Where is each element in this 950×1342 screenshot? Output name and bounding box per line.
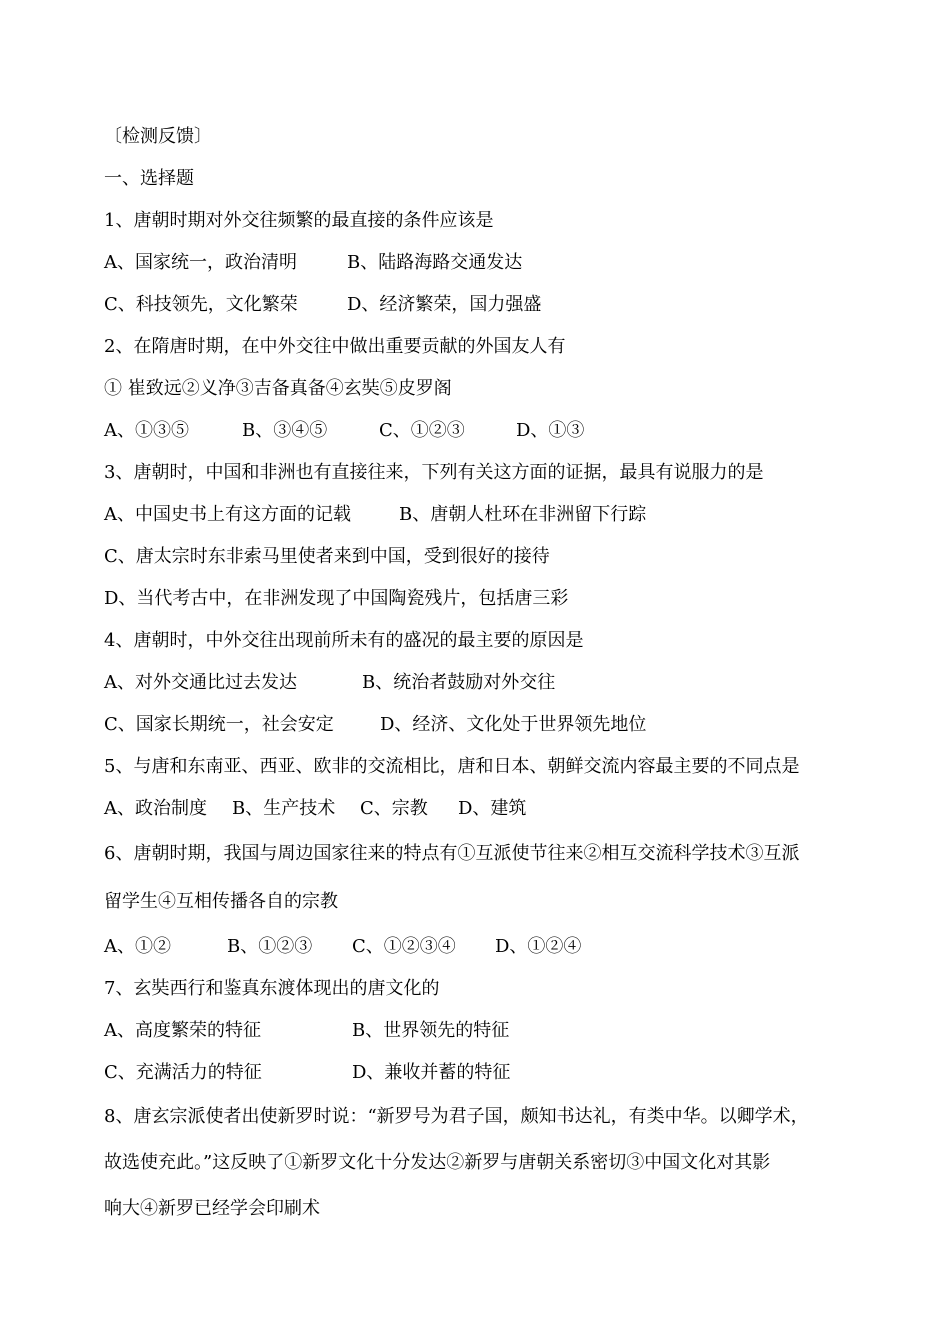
option-d: D、①③ xyxy=(516,420,585,441)
question-5-options-row-1 xyxy=(104,788,884,830)
question-6-stem-line-1: 6、唐朝时期，我国与周边国家往来的特点有①互派使节往来②相互交流科学技术③互派 xyxy=(104,843,800,864)
option-c: C、科技领先，文化繁荣 xyxy=(104,294,298,315)
question-6-options-row-1 xyxy=(104,926,884,968)
option-b: B、世界领先的特征 xyxy=(352,1020,510,1041)
option-b: B、陆路海路交通发达 xyxy=(347,252,523,273)
question-4-options-row-1 xyxy=(104,662,884,704)
question-3-option-c: C、唐太宗时东非索马里使者来到中国，受到很好的接待 xyxy=(104,546,550,567)
part-title: 一、选择题 xyxy=(104,168,194,189)
option-d: D、经济、文化处于世界领先地位 xyxy=(380,714,647,735)
question-2-candidates: ① 崔致远②义净③吉备真备④玄奘⑤皮罗阁 xyxy=(104,378,452,399)
option-a: A、对外交通比过去发达 xyxy=(104,672,297,693)
option-c: C、充满活力的特征 xyxy=(104,1062,262,1083)
question-7-options-row-1 xyxy=(104,1010,884,1052)
question-3-stem: 3、唐朝时，中国和非洲也有直接往来，下列有关这方面的证据，最具有说服力的是 xyxy=(104,462,764,483)
option-c: C、①②③④ xyxy=(352,936,456,957)
option-c: C、宗教 xyxy=(360,798,428,819)
option-d: D、经济繁荣，国力强盛 xyxy=(347,294,542,315)
option-b: B、生产技术 xyxy=(232,798,336,819)
section-title: 〔检测反馈〕 xyxy=(104,126,212,147)
question-3-option-d: D、当代考古中，在非洲发现了中国陶瓷残片，包括唐三彩 xyxy=(104,588,569,609)
question-2-stem: 2、在隋唐时期，在中外交往中做出重要贡献的外国友人有 xyxy=(104,336,566,357)
option-a: A、高度繁荣的特征 xyxy=(104,1020,261,1041)
option-b: B、①②③ xyxy=(227,936,313,957)
question-7-stem: 7、玄奘西行和鉴真东渡体现出的唐文化的 xyxy=(104,978,440,999)
exercise-content xyxy=(104,116,884,1232)
option-c: C、①②③ xyxy=(379,420,465,441)
question-6-stem-line-2: 留学生④互相传播各自的宗教 xyxy=(104,891,338,912)
question-8-stem-line-1: 8、唐玄宗派使者出使新罗时说：“新罗号为君子国，颇知书达礼，有类中华。以卿学术， xyxy=(104,1106,809,1127)
option-a: A、国家统一，政治清明 xyxy=(104,252,297,273)
question-4-stem: 4、唐朝时，中外交往出现前所未有的盛况的最主要的原因是 xyxy=(104,630,584,651)
question-1-options-row-2 xyxy=(104,284,884,326)
option-d: D、兼收并蓄的特征 xyxy=(352,1062,511,1083)
question-4-options-row-2 xyxy=(104,704,884,746)
option-d: D、①②④ xyxy=(495,936,582,957)
question-5-stem: 5、与唐和东南亚、西亚、欧非的交流相比，唐和日本、朝鲜交流内容最主要的不同点是 xyxy=(104,756,800,777)
question-1-options-row-1 xyxy=(104,242,884,284)
question-7-options-row-2 xyxy=(104,1052,884,1094)
question-3-options-row-1 xyxy=(104,494,884,536)
option-a: A、中国史书上有这方面的记载 xyxy=(104,504,351,525)
question-2-options-row-1 xyxy=(104,410,884,452)
option-a: A、①② xyxy=(104,936,171,957)
option-a: A、①③⑤ xyxy=(104,420,189,441)
question-8-stem-line-2: 故选使充此。”这反映了①新罗文化十分发达②新罗与唐朝关系密切③中国文化对其影 xyxy=(104,1152,771,1173)
option-c: C、国家长期统一，社会安定 xyxy=(104,714,334,735)
option-b: B、统治者鼓励对外交往 xyxy=(362,672,556,693)
question-1-stem: 1、唐朝时期对外交往频繁的最直接的条件应该是 xyxy=(104,210,494,231)
option-a: A、政治制度 xyxy=(104,798,207,819)
option-b: B、唐朝人杜环在非洲留下行踪 xyxy=(399,504,647,525)
question-8-stem-line-3: 响大④新罗已经学会印刷术 xyxy=(104,1198,320,1219)
option-b: B、③④⑤ xyxy=(242,420,328,441)
option-d: D、建筑 xyxy=(458,798,527,819)
